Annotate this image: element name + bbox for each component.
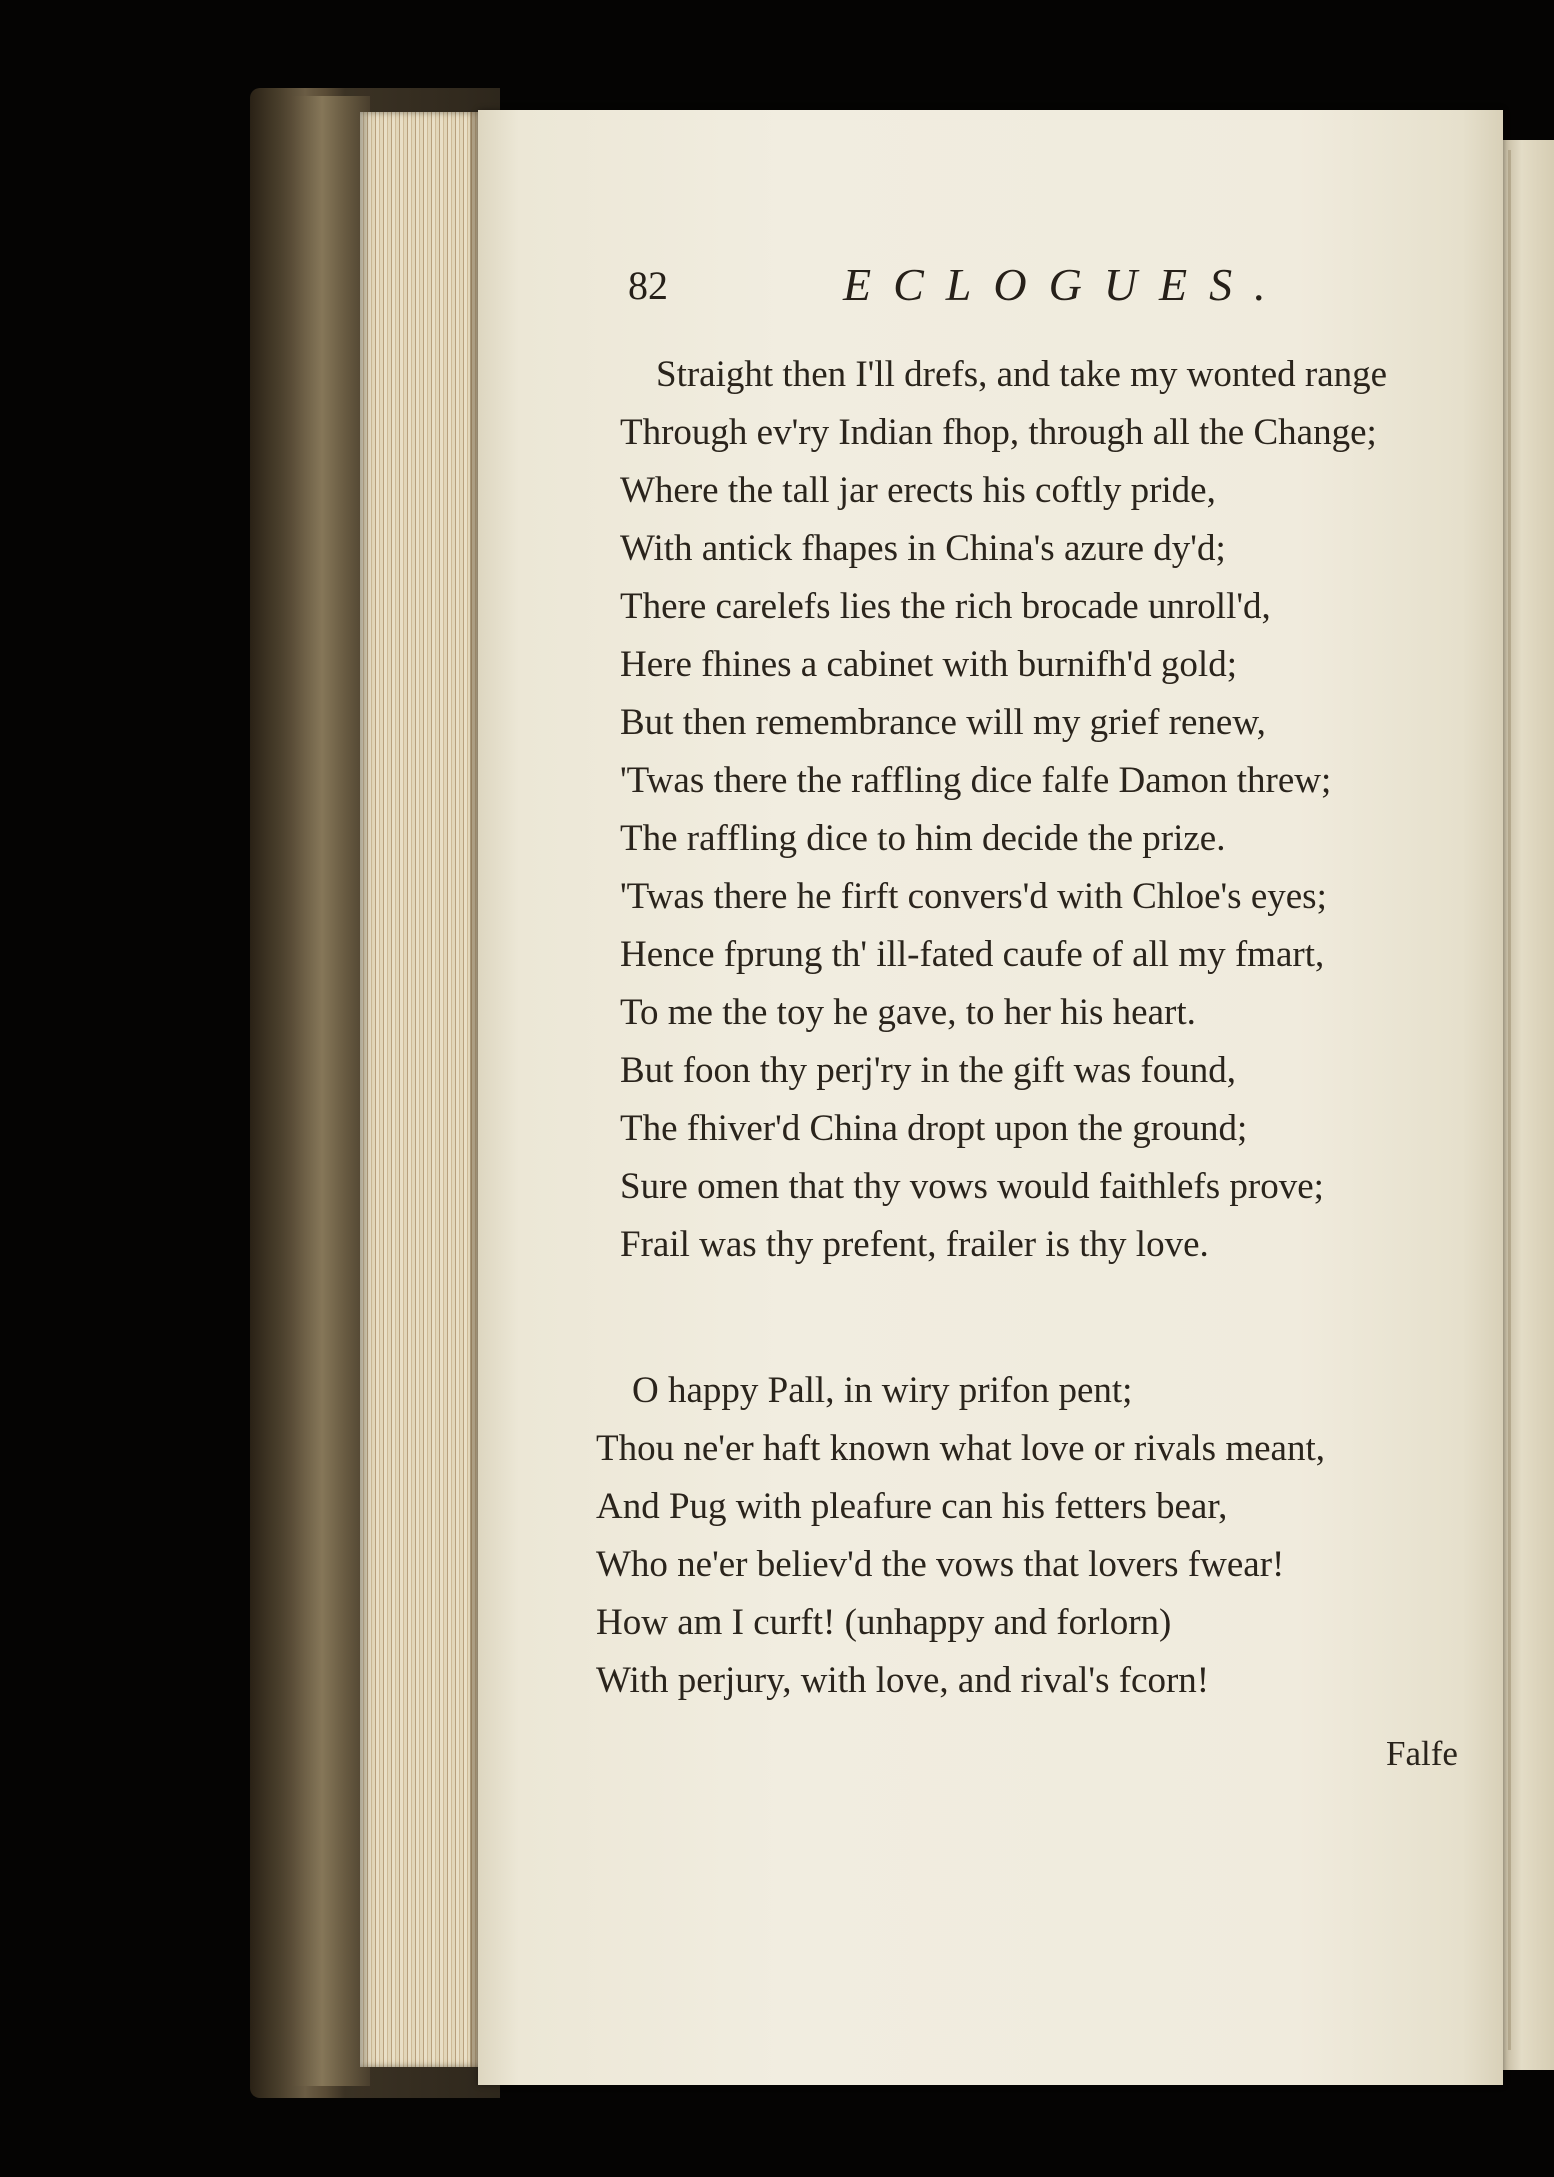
verse-line: Who ne'er believ'd the vows that lovers fwear! <box>596 1544 1285 1585</box>
verse-line: O happy Pall, in wiry prifon pent; <box>632 1370 1133 1411</box>
page-number: 82 <box>628 263 668 308</box>
verse-line: But then remembrance will my grief renew, <box>620 702 1266 743</box>
verse-line: Frail was thy prefent, frailer is thy love. <box>620 1224 1209 1265</box>
verse-line: With perjury, with love, and rival's fcorn! <box>596 1660 1210 1701</box>
cover-edge <box>290 96 370 2086</box>
verse-line: With antick fhapes in China's azure dy'd; <box>620 528 1226 569</box>
stanza-2 <box>596 1362 1325 1710</box>
verse-line: There carelefs lies the rich brocade unroll'd, <box>620 586 1271 627</box>
verse-line: Thou ne'er haft known what love or rivals meant, <box>596 1428 1325 1469</box>
running-head: ECLOGUES. <box>843 259 1288 310</box>
verse-line: Straight then I'll drefs, and take my wonted range <box>656 354 1388 395</box>
verse-line: But foon thy perj'ry in the gift was found, <box>620 1050 1237 1091</box>
verse-line: Where the tall jar erects his coftly pride, <box>620 470 1216 511</box>
verse-line: Through ev'ry Indian fhop, through all the Change; <box>620 412 1377 453</box>
verse-line: Sure omen that thy vows would faithlefs prove; <box>620 1166 1324 1207</box>
verse-line: To me the toy he gave, to her his heart. <box>620 992 1196 1033</box>
verse-line: The raffling dice to him decide the prize. <box>620 818 1226 859</box>
verse-line: 'Twas there he firft convers'd with Chloe's eyes; <box>620 876 1327 917</box>
verse-line: 'Twas there the raffling dice falfe Damon threw; <box>620 760 1332 801</box>
page-header <box>628 259 1328 322</box>
catchword: Falfe <box>1386 1734 1458 1773</box>
verse-line: How am I curft! (unhappy and forlorn) <box>596 1602 1172 1643</box>
verse-line: And Pug with pleafure can his fetters bear, <box>596 1486 1228 1527</box>
verse-line: The fhiver'd China dropt upon the ground; <box>620 1108 1248 1149</box>
verse-line: Hence fprung th' ill-fated caufe of all my fmart, <box>620 934 1325 975</box>
page-edges <box>360 112 485 2067</box>
verse-line: Here fhines a cabinet with burnifh'd gold; <box>620 644 1237 685</box>
facing-page-line <box>1508 150 1511 2050</box>
stanza-1 <box>620 346 1387 1274</box>
